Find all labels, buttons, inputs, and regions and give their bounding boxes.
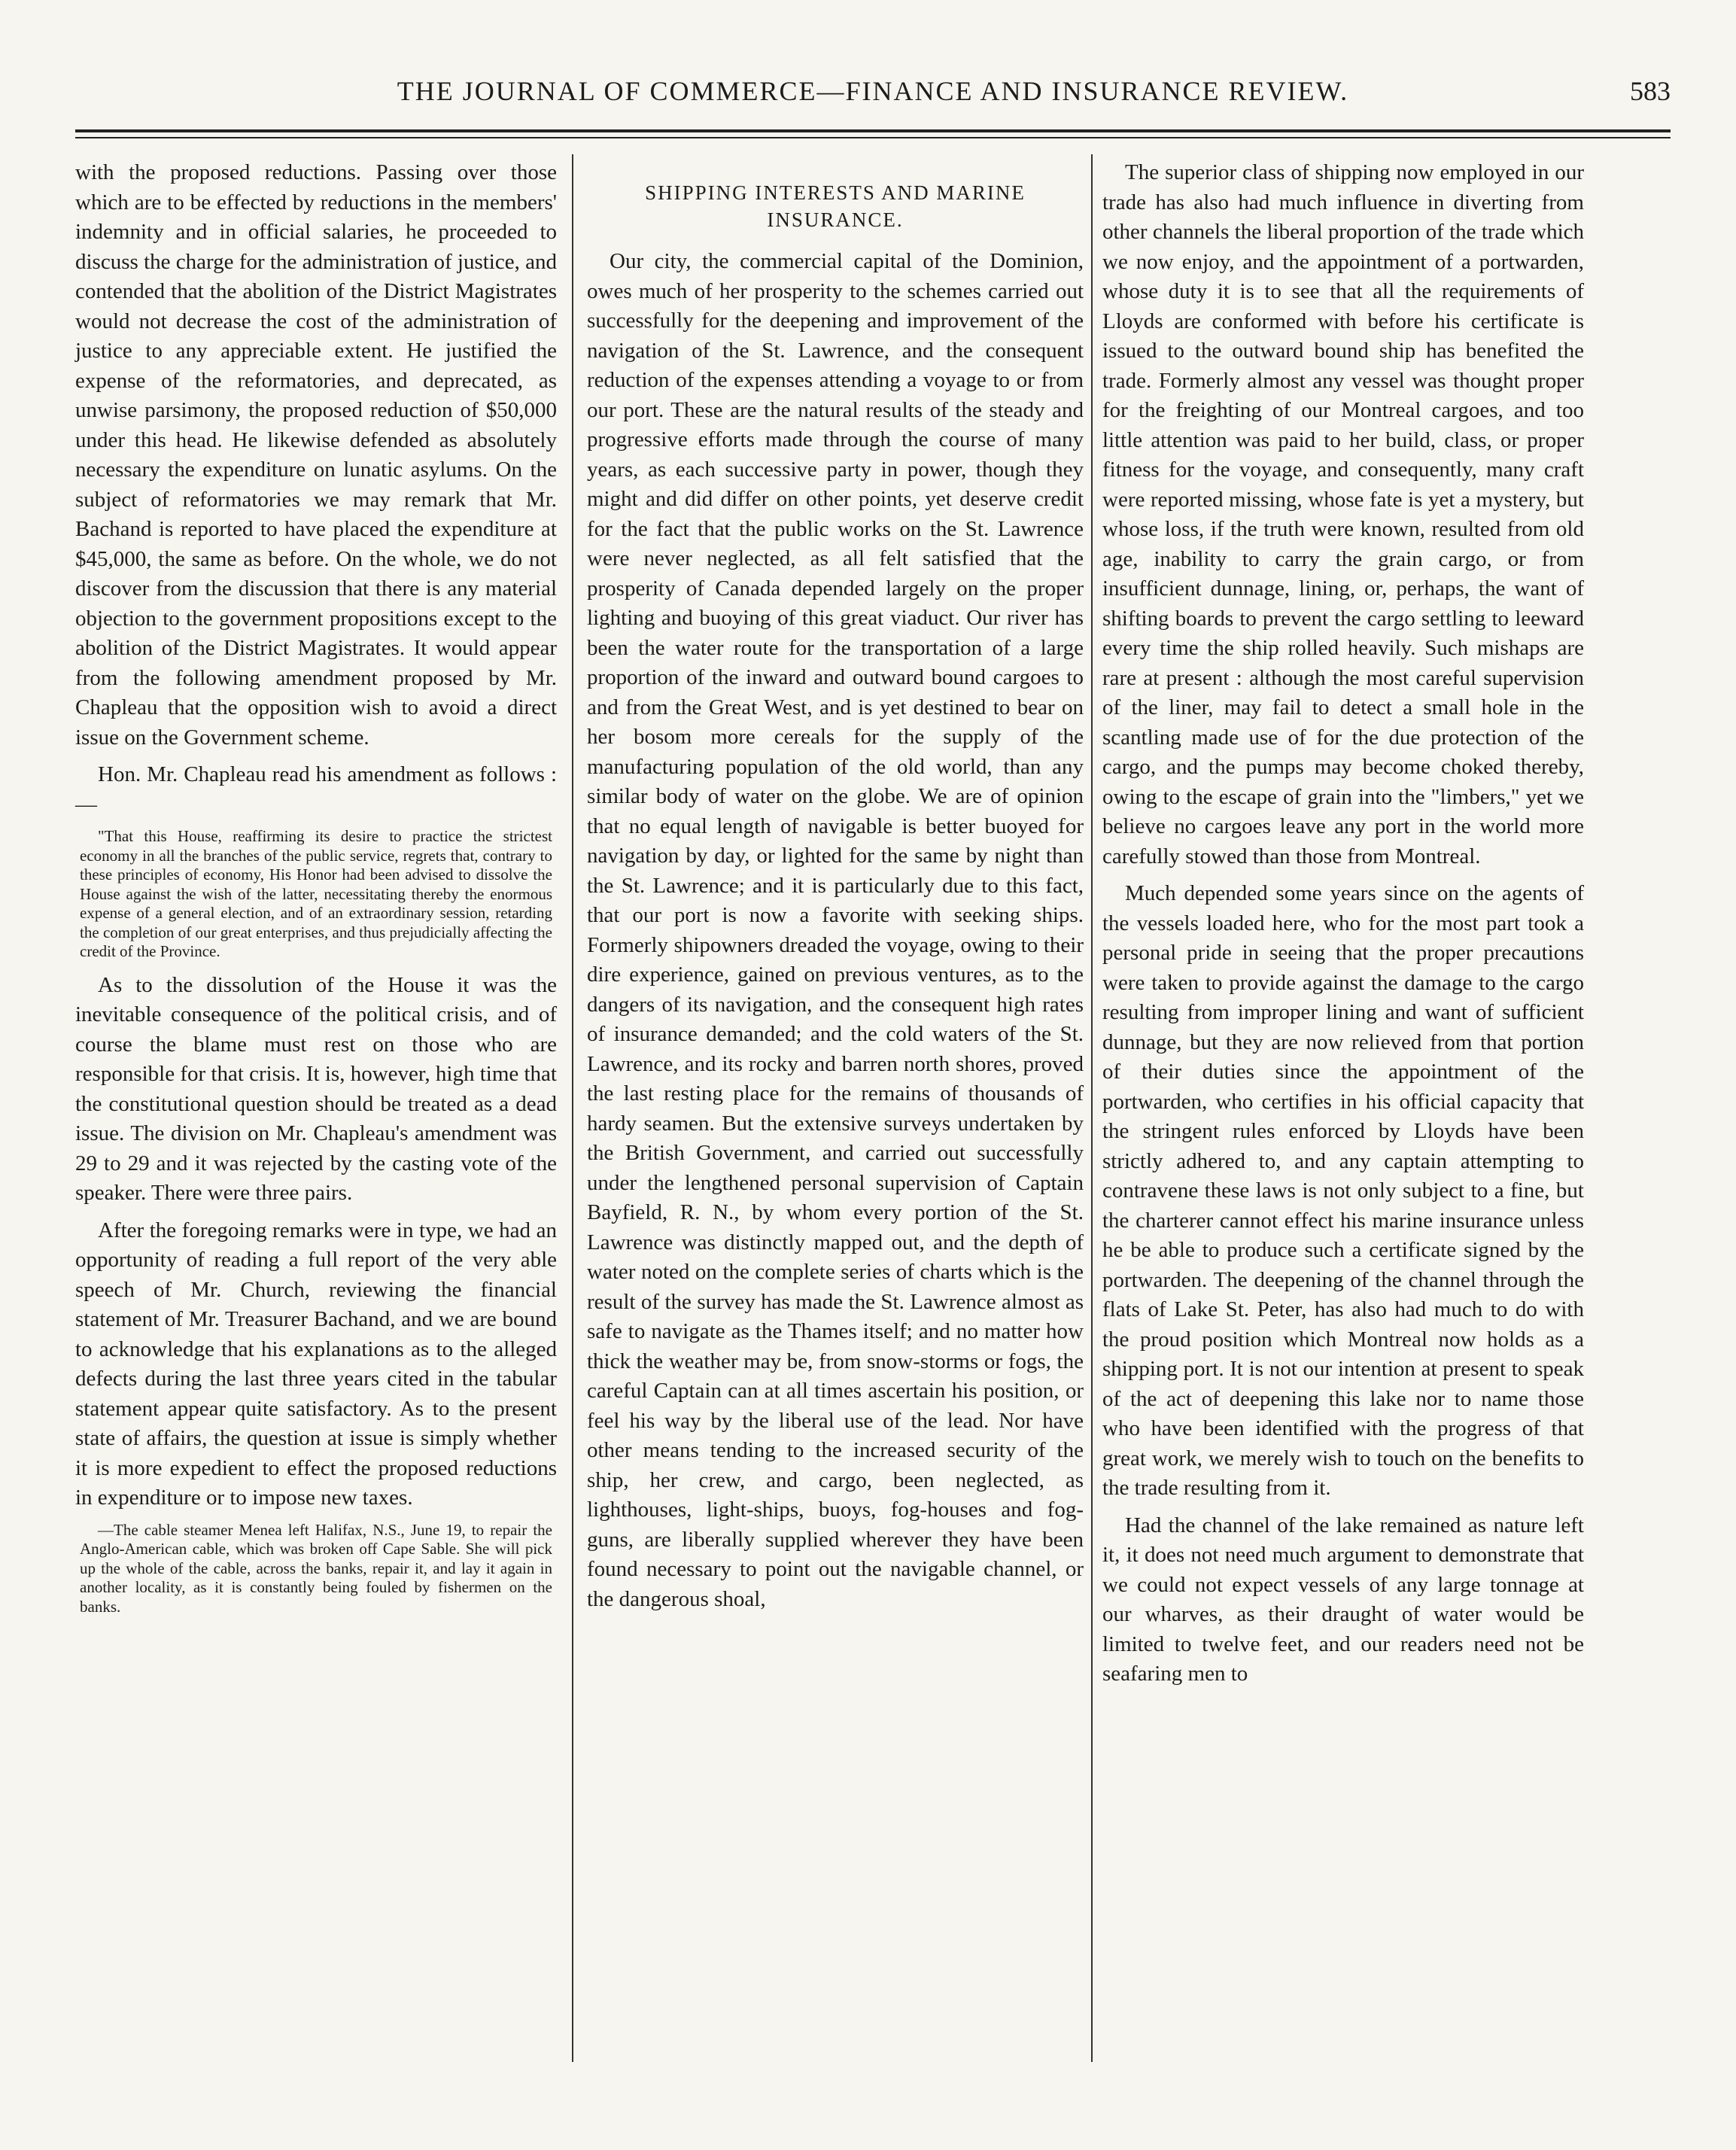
- header-rule-thin: [75, 137, 1671, 138]
- amendment-quote: "That this House, reaffirming its desire to practice the strictest economy in all the branches of the public service, regrets that, contrary to these principles of economy, His Honor had been advised to dissolve the House against the wish of the latter, necessitating thereby the enormous expense of a general election, and of an extraordinary session, retarding the completion of our great enterprises, and thus prejudicially affecting the credit of the Province.: [80, 827, 552, 960]
- paragraph: After the foregoing remarks were in type, we had an opportunity of reading a full report of the very able speech of Mr. Church, reviewing the financial statement of Mr. Treasurer Bachand, and we are bound to acknowledge that his explanations as to the alleged defects during the last three years cited in the tabular statement appear quite satisfactory. As to the present state of affairs, the question at issue is simply whether it is more expedient to effect the proposed reductions in expenditure or to impose new taxes.: [75, 1218, 557, 1510]
- news-note: —The cable steamer Menea left Halifax, N.S., June 19, to repair the Anglo-American cable, which was broken off Cape Sable. She will pick up the whole of the cable, across the banks, repair it, and lay it again in another locality, as it is constantly being fouled by fishermen on the banks.: [80, 1520, 552, 1616]
- paragraph: Hon. Mr. Chapleau read his amendment as follows :—: [75, 762, 557, 817]
- page-number: 583: [1630, 76, 1671, 106]
- column-middle: [587, 158, 1084, 1622]
- paragraph: Our city, the commercial capital of the Dominion, owes much of her prosperity to the schemes carried out successfully for the deepening and improvement of the navigation of the St. Lawrence, and the consequent reduction of the expenses attending a voyage to or from our port. These are the natural results of the steady and progressive efforts made through the course of many years, as each successive party in power, though they might and did differ on other points, yet deserve credit for the fact that the public works on the St. Lawrence were never neglected, as all felt satisfied that the prosperity of Canada depended largely on the proper lighting and buoying of this great viaduct. Our river has been the water route for the transportation of a large proportion of the inward and outward bound cargoes to and from the Great West, and is yet destined to bear on her bosom more cereals for the supply of the manufacturing population of the old world, than any similar body of water on the globe. We are of opinion that no equal length of navigable is better buoyed for navigation by day, or lighted for the same by night than the St. Lawrence; and it is particularly due to this fact, that our port is now a favorite with seeking ships. Formerly shipowners dreaded the voyage, owing to their dire experience, gained on previous ventures, as to the dangers of its navigation, and the consequent high rates of insurance demanded; and the cold waters of the St. Lawrence, and its rocky and barren north shores, proved the last resting place for the remains of thousands of hardy seamen. But the extensive surveys undertaken by the British Government, and carried out successfully under the lengthened personal supervision of Captain Bayfield, R. N., by whom every portion of the St. Lawrence was distinctly mapped out, and the depth of water noted on the complete series of charts which is the result of the survey has made the St. Lawrence almost as safe to navigate as the Thames itself; and no matter how thick the weather may be, from snow-storms or fogs, the careful Captain can at all times ascertain his position, or feel his way by the liberal use of the lead. Nor have other means tending to the increased security of the ship, her crew, and cargo, been neglected, as lighthouses, light-ships, buoys, fog-houses and fog-guns, are liberally supplied wherever they have been found necessary to point out the navigable channel, or the dangerous shoal,: [587, 249, 1084, 1611]
- column-left: [75, 158, 557, 1625]
- column-divider-right: [1091, 154, 1093, 2062]
- column-right: [1102, 158, 1584, 1697]
- column-divider-left: [572, 154, 573, 2062]
- page-header: [75, 75, 1671, 120]
- header-rule-thick: [75, 129, 1671, 132]
- paragraph: Much depended some years since on the agents of the vessels loaded here, who for the most part took a personal pride in seeing that the proper precautions were taken to provide against the damage to the cargo resulting from improper lining and want of sufficient dunnage, but they are now relieved from that portion of their duties since the appointment of the portwarden, who certifies in his official capacity that the stringent rules enforced by Lloyds have been strictly adhered to, and any captain attempting to contravene these laws is not only subject to a fine, but the charterer cannot effect his marine insurance unless he be able to produce such a certificate signed by the portwarden. The deepening of the channel through the flats of Lake St. Peter, has also had much to do with the proud position which Montreal now holds as a shipping port. It is not our intention at present to speak of the act of deepening this lake nor to name those who have been identified with the progress of that great work, we merely wish to touch on the benefits to the trade resulting from it.: [1102, 881, 1584, 1500]
- paragraph: Had the channel of the lake remained as nature left it, it does not need much argument to demonstrate that we could not expect vessels of any large tonnage at our wharves, as their draught of water would be limited to twelve feet, and our readers need not be seafaring men to: [1102, 1513, 1584, 1686]
- paragraph: The superior class of shipping now employed in our trade has also had much influence in diverting from other channels the liberal proportion of the trade which we now enjoy, and the appointment of a portwarden, whose duty it is to see that all the requirements of Lloyds are conformed with before his certificate is issued to the outward bound ship has benefited the trade. Formerly almost any vessel was thought proper for the freighting of our Montreal cargoes, and too little attention was paid to her build, class, or proper fitness for the voyage, and consequently, many craft were reported missing, whose fate is yet a mystery, but whose loss, if the truth were known, resulted from old age, inability to carry the grain cargo, or from insufficient dunnage, lining, or, perhaps, the want of shifting boards to prevent the cargo settling to leeward every time the ship rolled heavily. Such mishaps are rare at present : although the most careful supervision of the liner, may fail to detect a small hole in the scantling made use of for the due protection of the cargo, and the pumps may become choked thereby, owing to the escape of grain into the "limbers," yet we believe no cargoes leave any port in the world more carefully stowed than those from Montreal.: [1102, 160, 1584, 868]
- running-title: THE JOURNAL OF COMMERCE—FINANCE AND INSURANCE REVIEW.: [397, 76, 1349, 106]
- paragraph: with the proposed reductions. Passing over those which are to be effected by reductions in the members' indemnity and in official salaries, he proceeded to discuss the charge for the administration of justice, and contended that the abolition of the District Magistrates would not decrease the cost of the administration of justice to any appreciable extent. He justified the expense of the reformatories, and deprecated, as unwise parsimony, the proposed reduction of $50,000 under this head. He likewise defended as absolutely necessary the expenditure on lunatic asylums. On the subject of reformatories we may remark that Mr. Bachand is reported to have placed the expenditure at $45,000, the same as before. On the whole, we do not discover from the discussion that there is any material objection to the government propositions except to the abolition of the District Magistrates. It would appear from the following amendment proposed by Mr. Chapleau that the opposition wish to avoid a direct issue on the Government scheme.: [75, 160, 557, 750]
- paragraph: As to the dissolution of the House it was the inevitable consequence of the political crisis, and of course the blame must rest on those who are responsible for that crisis. It is, however, high time that the constitutional question should be treated as a dead issue. The division on Mr. Chapleau's amendment was 29 to 29 and it was rejected by the casting vote of the speaker. There were three pairs.: [75, 972, 557, 1205]
- article-heading: SHIPPING INTERESTS AND MARINE INSURANCE.: [645, 181, 1026, 231]
